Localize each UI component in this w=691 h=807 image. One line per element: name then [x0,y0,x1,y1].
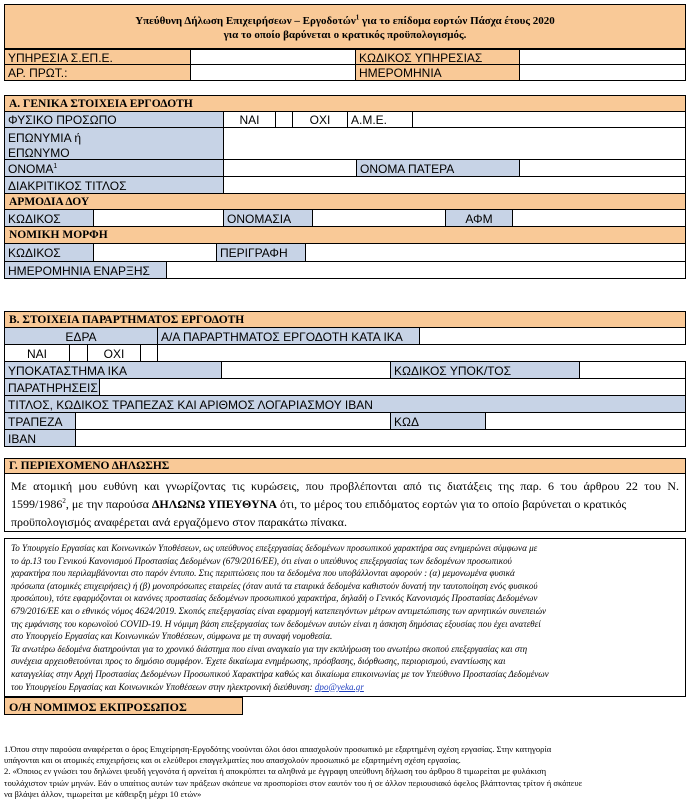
protocol-label: ΑΡ. ΠΡΩΤ.: [4,64,191,81]
privacy-notice [4,538,686,697]
footnote-1-line1: 1.Όπου στην παρούσα αναφέρεται ο όρος Επιχείρηση-Εργοδότης νοούνται όλοι όσοι απασχολούν προσωπικό με εξαρτημένη σχέση εργασίας. Στην κατηγορία [4,744,552,754]
start-date-label: ΗΜΕΡΟΜΗΝΙΑ ΕΝΑΡΞΗΣ [4,261,167,279]
form-title-line2: για το οποίο βαρύνεται ο κρατικός προϋπολογισμός. [223,29,467,41]
ika-branch-label: ΥΠΟΚΑΤΑΣΤΗΜΑ ΙΚΑ [4,361,222,379]
remarks-field[interactable] [99,378,686,396]
ika-branch-field[interactable] [221,361,391,379]
legal-description-label: ΠΕΡΙΓΡΑΦΗ [216,243,306,262]
bank-code-field[interactable] [485,412,686,430]
bank-field[interactable] [75,412,391,430]
legal-code-label: ΚΩΔΙΚΟΣ [4,243,94,262]
seat-no-box[interactable] [140,344,158,362]
father-name-label: ΟΝΟΜΑ ΠΑΤΕΡΑ [356,159,520,177]
physical-person-label: ΦΥΣΙΚΟ ΠΡΟΣΩΠΟ [4,111,224,128]
form-title-line1-rest: για το επίδομα εορτών Πάσχα έτους 2020 [359,15,555,27]
privacy-line: της εμφάνισης του κορωνοϊού COVID-19. Η νόμιμη βάση επεξεργασίας των δεδομένων αυτών είναι η άσκηση δημόσιας εξουσίας που έχει ανατεθεί [11,618,541,629]
privacy-line: Το Υπουργείο Εργασίας και Κοινωνικών Υποθέσεων, ως υπεύθυνος επεξεργασίας δεδομένων προσωπικού χαρακτήρα σας ενημερώνει σύμφωνα με [11,543,538,553]
first-name-footnote-ref: 1 [53,163,58,170]
section-b [4,311,686,461]
branch-code-label: ΚΩΔΙΚΟΣ ΥΠΟΚ/ΤΟΣ [390,361,580,379]
seat-yes[interactable]: ΝΑΙ [4,344,70,362]
doy-name-label: ΟΝΟΜΑΣΙΑ [223,209,313,227]
physical-person-no[interactable]: ΟΧΙ [292,111,348,128]
legal-description-field[interactable] [305,243,686,262]
footnote-2-line1: 2. «Όποιος εν γνώσει του δηλώνει ψευδή γεγονότα ή αρνείται ή αποκρύπτει τα αληθινά με έγγραφη υπεύθυνη δήλωση του άρθρου 8 τιμωρείται με φυλάκιση [4,766,547,777]
bank-title-label: ΤΙΤΛΟΣ, ΚΩΔΙΚΟΣ ΤΡΑΠΕΖΑΣ ΚΑΙ ΑΡΙΘΜΟΣ ΛΟΓΑΡΙΑΣΜΟΥ IBAN [4,395,686,413]
legal-form-title: ΝΟΜΙΚΗ ΜΟΡΦΗ [4,226,686,244]
footnote-2-line3: να βλάψει άλλον, τιμωρείται με κάθειρξη μέχρι 10 ετών» [4,788,202,799]
doy-code-field[interactable] [93,209,224,227]
afm-field[interactable] [512,209,686,227]
section-a-title: Α. ΓΕΝΙΚΑ ΣΤΟΙΧΕΙΑ ΕΡΓΟΔΟΤΗ [4,95,686,112]
first-name-field[interactable] [223,159,357,177]
declaration-line-2-mid: , με την παρούσα [65,497,152,511]
doy-name-field[interactable] [312,209,446,227]
section-c [4,458,686,532]
privacy-line: στο Υπουργείο Εργασίας και Κοινωνικών Υποθέσεων, σύμφωνα με τη συναφή νομοθεσία. [11,631,333,642]
privacy-line: συνέχεια αρχειοθετούνται προς το δημόσιο συμφέρον. Έχετε δικαίωμα ενημέρωσης, πρόσβασης, διόρθωσης, περιορισμού, εναντίωσης και [11,656,506,667]
section-c-title: Γ. ΠΕΡΙΕΧΟΜΕΝΟ ΔΗΛΩΣΗΣ [4,458,686,474]
company-name-field[interactable] [223,127,686,160]
bank-label: ΤΡΑΠΕΖΑ [4,412,76,430]
remarks-label: ΠΑΡΑΤΗΡΗΣΕΙΣ [4,378,100,396]
service-code-label: ΚΩΔΙΚΟΣ ΥΠΗΡΕΣΙΑΣ [355,49,520,65]
iban-label: IBAN [4,429,76,447]
ame-label: Α.Μ.Ε. [347,111,413,128]
declaration-line-1: Με ατομική μου ευθύνη και γνωρίζοντας τις κυρώσεις, που προβλέπονται από τις διατάξεις της παρ. 6 του άρθρου 22 του Ν. [11,479,679,493]
start-date-field[interactable] [166,261,686,279]
company-name-label-line1: ΕΠΩΝΥΜΙΑ ή [8,131,81,145]
declaration-line-3: προϋπολογισμός αναφέρεται ανά εργαζόμενο στον παρακάτω πίνακα. [11,515,347,529]
ame-field[interactable] [412,111,686,128]
branch-no-label: Α/Α ΠΑΡΑΡΤΗΜΑΤΟΣ ΕΡΓΟΔΟΤΗ ΚΑΤΑ ΙΚΑ [157,327,420,345]
company-name-label [4,127,224,160]
trade-title-field[interactable] [223,176,686,194]
law-footnote-ref: 2 [62,497,66,505]
legal-code-field[interactable] [93,243,217,262]
privacy-line: καταγγελίας στην Αρχή Προστασίας Δεδομένων Προσωπικού Χαρακτήρα καθώς και δικαίωμα επικοινωνίας με τον Υπεύθυνο Προστασίας Δεδομένων [11,668,549,679]
footnotes [4,744,688,806]
footnote-1-line2: υπάγονται και οι ατομικές επιχειρήσεις και οι ελεύθεροι επαγγελματίες που απασχολούν προσωπικό με εξαρτημένη σχέση εργασίας. [4,755,461,766]
privacy-line-text: του Υπουργείου Εργασίας και Κοινωνικών Υποθέσεων στην ηλεκτρονική διεύθυνση: [11,681,315,692]
privacy-line: πρόσωπα (ατομικές επιχειρήσεις) ή (β) μονοπρόσωπες εταιρείες (όταν αυτά τα εταιρικά δεδομένα καθιστούν δυνατή την ταυτοποίηση ενός φυσικού [11,580,538,591]
privacy-line: Τα ανωτέρω δεδομένα διατηρούνται για το χρονικό διάστημα που είναι αναγκαίο για την εκπλήρωση του ανωτέρω σκοπού επεξεργασίας και στη [11,643,528,654]
father-name-field[interactable] [519,159,686,177]
physical-person-yes-box[interactable] [275,111,293,128]
declaration-line-2 [11,495,679,513]
privacy-line [11,681,679,694]
branch-no-field[interactable] [419,327,686,345]
declaration-text [4,473,686,532]
physical-person-yes[interactable]: ΝΑΙ [223,111,276,128]
header-block [4,4,686,81]
service-code-field[interactable] [519,49,686,65]
afm-label: ΑΦΜ [445,209,513,227]
date-field[interactable] [519,64,686,81]
date-label: ΗΜΕΡΟΜΗΝΙΑ [355,64,520,81]
service-field[interactable] [190,49,356,65]
form-title-footnote-ref: 1 [355,13,360,22]
privacy-line: προσώπου), τότε εφαρμόζονται οι κανόνες προστασίας δεδομένων προσωπικού χαρακτήρα, δηλαδή ο Γενικός Κανονισμός Προστασίας Δεδομένων [11,593,538,604]
law-ref: 1599/1986 [11,497,63,511]
trade-title-label: ΔΙΑΚΡΙΤΙΚΟΣ ΤΙΤΛΟΣ [4,176,224,194]
seat-no[interactable]: ΟΧΙ [87,344,141,362]
footnote-2-line2: τουλάχιστον τριών μηνών. Εάν ο υπαίτιος αυτών των πράξεων σκόπευε να προσπορίσει στον εαυτόν του ή σε άλλον περιουσιακό όφελος βλάπτοντας τρίτον ή σκόπευε [4,777,583,788]
section-a [4,95,686,300]
form-title-line1: Υπεύθυνη Δήλωση Επιχειρήσεων – Εργοδοτών [135,15,356,27]
privacy-lines [11,542,679,693]
iban-field[interactable] [75,429,686,447]
service-label: ΥΠΗΡΕΣΙΑ Σ.ΕΠ.Ε. [4,49,191,65]
declare-responsibly: ΔΗΛΩΝΩ ΥΠΕΥΘΥΝΑ [151,497,278,511]
privacy-line: χαρακτήρα που περιλαμβάνονται στο παρόν έντυπο. Στις περιπτώσεις που τα δεδομένα που υποβάλλονται αφορούν : (α) μεμονωμένα φυσικά [11,568,515,579]
seat-label: ΕΔΡΑ [4,327,158,345]
seat-yes-box[interactable] [69,344,88,362]
privacy-line: το άρ.13 του Γενικού Κανονισμού Προστασίας Δεδομένων (679/2016/ΕΕ), ότι είναι ο υπεύθυνος επεξεργασίας των δεδομένων προσωπικού [11,555,512,566]
bank-code-label: ΚΩΔ [390,412,486,430]
first-name-label [4,159,224,177]
company-name-label-line2: ΕΠΩΝΥΜΟ [8,146,70,160]
legal-representative-label: Ο/Η ΝΟΜΙΜΟΣ ΕΚΠΡΟΣΩΠΟΣ [4,697,243,715]
branch-code-field[interactable] [579,361,686,379]
doy-code-label: ΚΩΔΙΚΟΣ [4,209,94,227]
protocol-field[interactable] [190,64,356,81]
declaration-line-2-end: ότι, το μέρος του επιδόματος εορτών για το οποίο βαρύνεται ο κρατικός [277,497,627,511]
dpo-email-link[interactable]: dpo@yeka.gr [314,681,364,692]
privacy-line: 679/2016/ΕΕ και ο εθνικός νόμος 4624/2019. Σκοπός επεξεργασίας είναι εφαρμογή κατεπειγόντων μέτρων αντιμετώπισης των αρνητικών συνεπειών [11,605,547,616]
first-name-label-text: ΟΝΟΜΑ [8,162,54,176]
form-title [4,4,686,49]
doy-title: ΑΡΜΟΔΙΑ ΔΟΥ [4,193,686,210]
section-b-title: Β. ΣΤΟΙΧΕΙΑ ΠΑΡΑΡΤΗΜΑΤΟΣ ΕΡΓΟΔΟΤΗ [4,311,686,328]
